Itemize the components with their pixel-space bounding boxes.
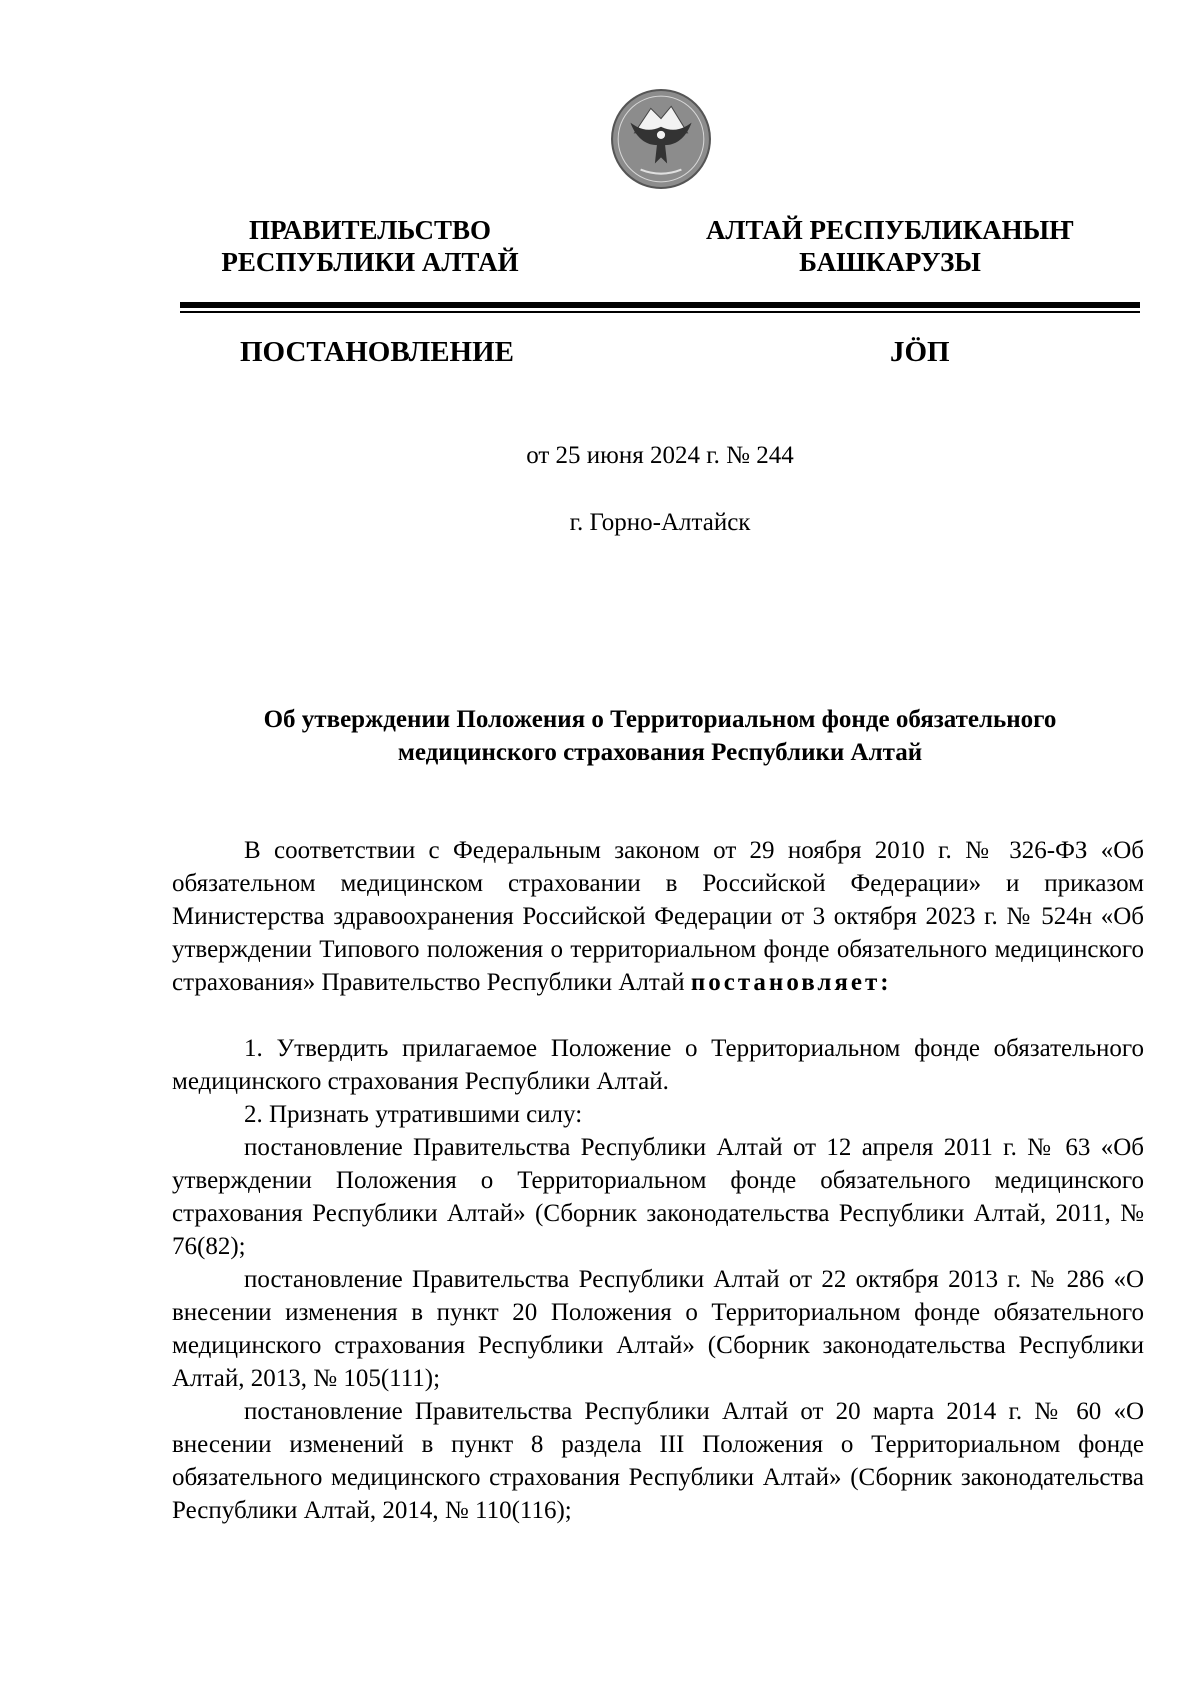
title-line-2: медицинского страхования Республики Алтай bbox=[397, 739, 923, 766]
repeal-3-paragraph: постановление Правительства Республики Алтай от 20 марта 2014 г. № 60 «О внесении изменений в пункт 8 раздела III Положения о Территориальном фонде обязательного медицинского страхования Республики Алтай» (Сборник законодательства Республики Алтай, 2014, № 110(116); bbox=[172, 1398, 1144, 1524]
document-date-number: от 25 июня 2024 г. № 244 bbox=[526, 442, 794, 469]
title-line-1: Об утверждении Положения о Территориальном фонде обязательного bbox=[263, 706, 1057, 733]
gov-right-line-2: БАШКАРУЗЫ bbox=[799, 247, 981, 277]
item-2-paragraph: 2. Признать утратившими силу: bbox=[244, 1101, 583, 1128]
header-divider-thick bbox=[180, 302, 1140, 308]
preamble-paragraph bbox=[172, 834, 1144, 999]
gov-right-line-1: АЛТАЙ РЕСПУБЛИКАНЫҤ bbox=[705, 215, 1075, 245]
government-name-russian bbox=[180, 214, 560, 278]
coat-of-arms-emblem bbox=[610, 88, 712, 190]
item-1-paragraph: 1. Утвердить прилагаемое Положение о Территориальном фонде обязательного медицинского страхования Республики Алтай. bbox=[172, 1035, 1144, 1095]
preamble-text: В соответствии с Федеральным законом от 29 ноября 2010 г. № 326-ФЗ «Об обязательном медицинском страховании в Российской Федерации» и приказом Министерства здравоохранения Российской Федерации от 3 октября 2023 г. № 524н «Об утверждении Типового положения о территориальном фонде обязательного медицинского страхования» Правительство Республики Алтай bbox=[172, 837, 1144, 996]
header-divider-thin bbox=[180, 311, 1140, 313]
document-title bbox=[180, 703, 1140, 769]
repeal-1-paragraph: постановление Правительства Республики Алтай от 12 апреля 2011 г. № 63 «Об утверждении Положения о Территориальном фонде обязательного медицинского страхования Республики Алтай» (Сборник законодательства Республики Алтай, 2011, № 76(82); bbox=[172, 1134, 1144, 1260]
document-type-russian: ПОСТАНОВЛЕНИЕ bbox=[240, 336, 515, 368]
gov-left-line-2: РЕСПУБЛИКИ АЛТАЙ bbox=[221, 247, 519, 277]
document-type-altai: JӦП bbox=[890, 336, 950, 368]
repeal-2-paragraph: постановление Правительства Республики Алтай от 22 октября 2013 г. № 286 «О внесении изменения в пункт 20 Положения о Территориальном фонде обязательного медицинского страхования Республики Алтай» (Сборник законодательства Республики Алтай, 2013, № 105(111); bbox=[172, 1266, 1144, 1392]
gov-left-line-1: ПРАВИТЕЛЬСТВО bbox=[248, 215, 492, 245]
document-city: г. Горно-Алтайск bbox=[569, 509, 751, 536]
document-body bbox=[172, 834, 1144, 1527]
decree-word: постановляет: bbox=[690, 969, 892, 996]
government-name-altai bbox=[690, 214, 1090, 278]
